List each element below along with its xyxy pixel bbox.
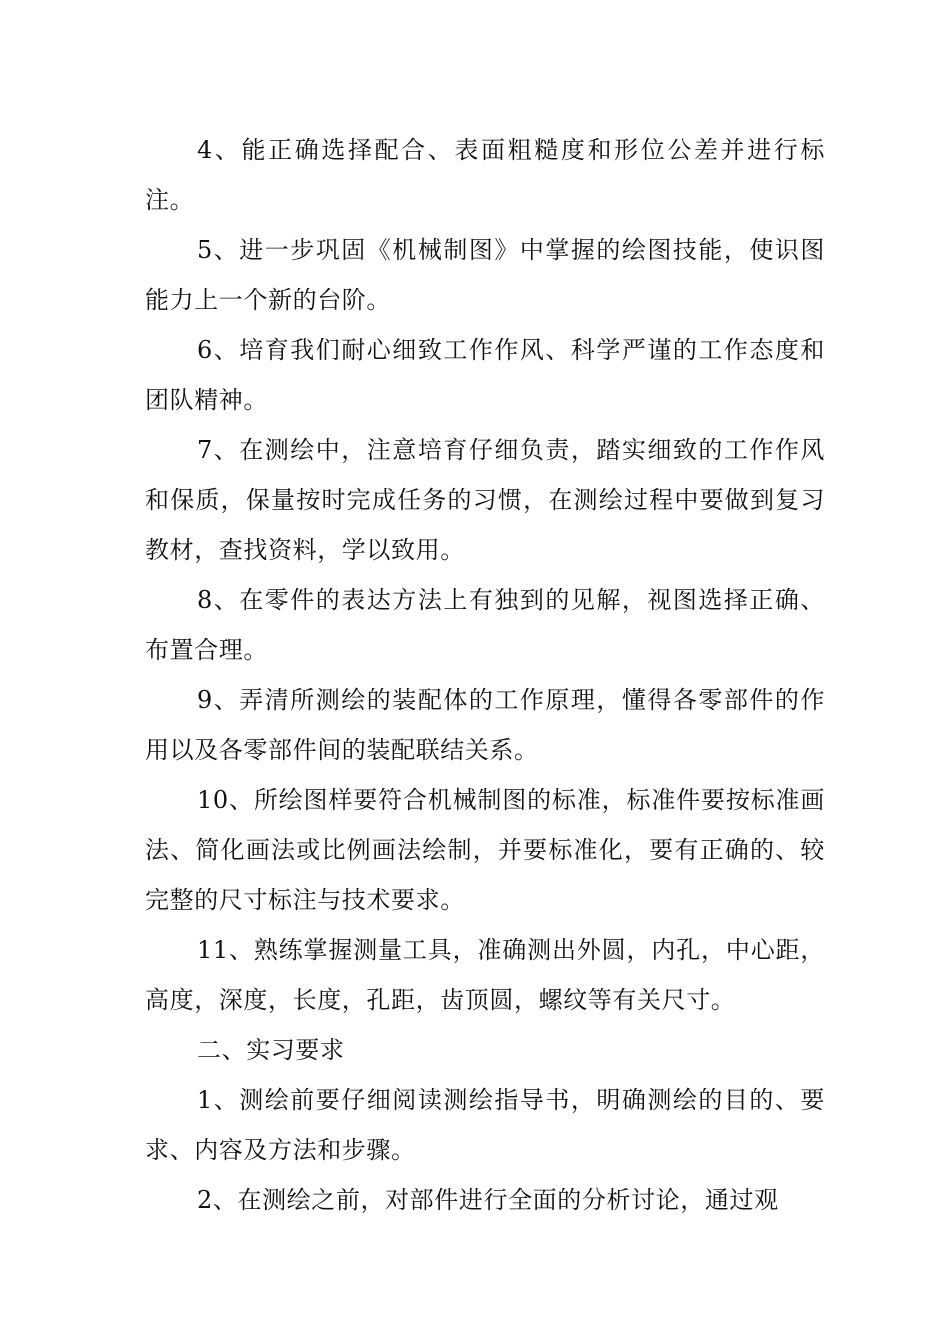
paragraph-item-8: 8、在零件的表达方法上有独到的见解，视图选择正确、布置合理。 [145,586,825,664]
paragraph-item-5: 5、进一步巩固《机械制图》中掌握的绘图技能，使识图能力上一个新的台阶。 [145,236,825,314]
paragraph-item-11: 11、熟练掌握测量工具，准确测出外圆，内孔，中心距，高度，深度，长度，孔距，齿顶圆，螺纹等有关尺寸。 [145,936,825,1014]
paragraph-item-10: 10、所绘图样要符合机械制图的标准，标准件要按标准画法、简化画法或比例画法绘制，并要标准化，要有正确的、较完整的尺寸标注与技术要求。 [145,786,825,914]
section-heading-practice-requirements: 二、实习要求 [197,1036,345,1064]
paragraph-item-9: 9、弄清所测绘的装配体的工作原理，懂得各零部件的作用以及各零部件间的装配联结关系。 [145,686,825,764]
requirement-item-1: 1、测绘前要仔细阅读测绘指导书，明确测绘的目的、要求、内容及方法和步骤。 [145,1086,825,1164]
paragraph-item-6: 6、培育我们耐心细致工作作风、科学严谨的工作态度和团队精神。 [145,336,825,414]
requirement-item-2: 2、在测绘之前，对部件进行全面的分析讨论，通过观 [197,1186,779,1214]
paragraph-item-4: 4、能正确选择配合、表面粗糙度和形位公差并进行标注。 [145,136,825,214]
document-body [145,125,825,1225]
paragraph-item-7: 7、在测绘中，注意培育仔细负责，踏实细致的工作作风和保质，保量按时完成任务的习惯，在测绘过程中要做到复习教材，查找资料，学以致用。 [145,436,825,564]
